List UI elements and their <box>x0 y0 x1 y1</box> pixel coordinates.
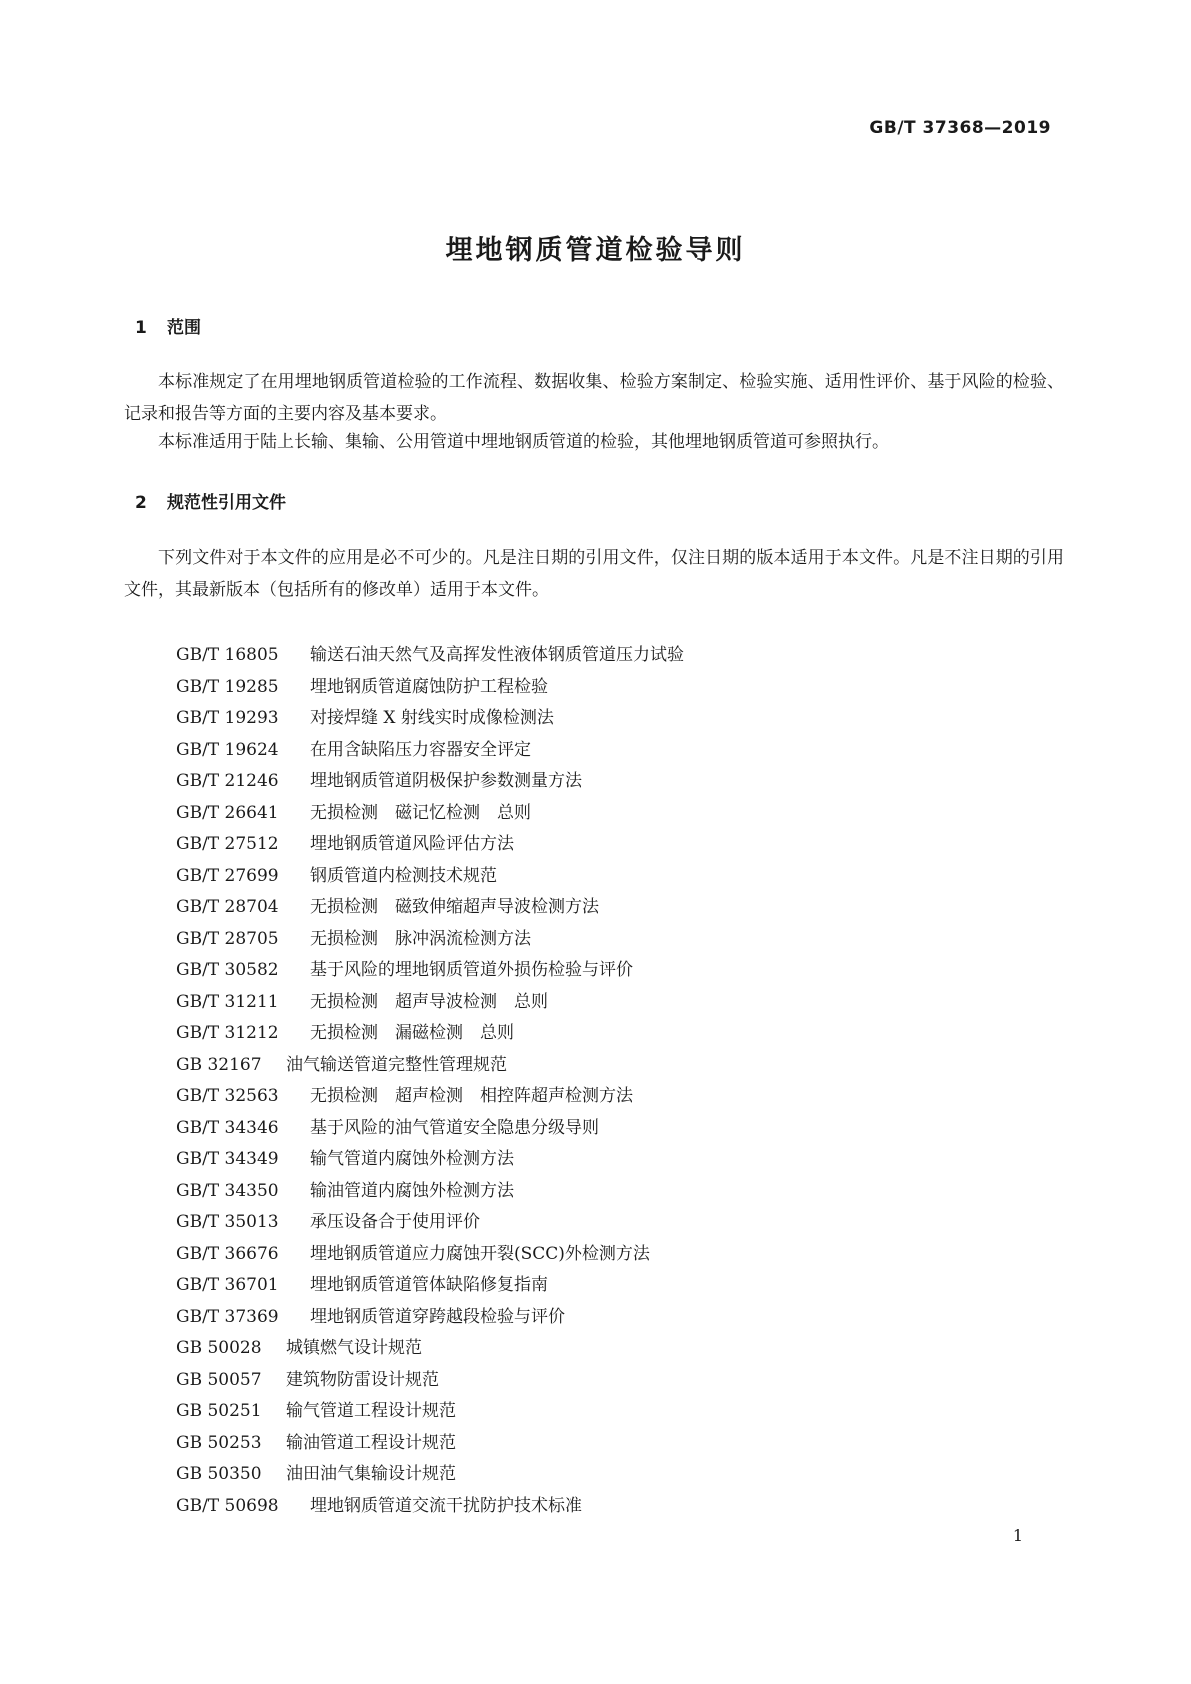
reference-item <box>176 766 684 798</box>
reference-code: GB/T 50698 <box>176 1495 279 1516</box>
reference-item <box>176 1113 684 1145</box>
section-number: 1 <box>135 318 147 338</box>
reference-code: GB/T 35013 <box>176 1212 279 1232</box>
reference-code: GB/T 28704 <box>176 897 279 917</box>
reference-item <box>176 1081 684 1113</box>
reference-code: GB/T 36676 <box>176 1243 279 1264</box>
reference-code: GB/T 28705 <box>176 928 279 949</box>
reference-code: GB/T 30582 <box>176 960 279 980</box>
reference-code: GB 50253 <box>176 1432 262 1453</box>
reference-code: GB/T 31212 <box>176 1023 279 1043</box>
reference-list <box>176 640 684 1522</box>
reference-item <box>176 1270 684 1302</box>
reference-item <box>176 1050 684 1082</box>
section-title: 规范性引用文件 <box>167 493 286 513</box>
reference-code: GB/T 21246 <box>176 771 279 791</box>
section-title: 范围 <box>167 318 201 338</box>
reference-item <box>176 1365 684 1397</box>
reference-code: GB/T 27699 <box>176 865 279 886</box>
reference-title: 基于风险的埋地钢质管道外损伤检验与评价 <box>310 960 633 980</box>
reference-item <box>176 829 684 861</box>
reference-title: 埋地钢质管道应力腐蚀开裂(SCC)外检测方法 <box>310 1243 650 1264</box>
document-title: 埋地钢质管道检验导则 <box>445 235 746 266</box>
reference-code: GB 50057 <box>176 1369 262 1390</box>
reference-code: GB/T 34346 <box>176 1117 279 1138</box>
section-2-heading <box>135 488 286 513</box>
reference-item <box>176 672 684 704</box>
reference-item <box>176 798 684 830</box>
reference-item <box>176 640 684 672</box>
reference-code: GB 50251 <box>176 1401 262 1421</box>
reference-title: 油气输送管道完整性管理规范 <box>286 1054 507 1075</box>
scope-paragraph-2: 本标准适用于陆上长输、集输、公用管道中埋地钢质管道的检验，其他埋地钢质管道可参照执行。 <box>158 432 889 452</box>
page-number: 1 <box>1012 1526 1023 1545</box>
reference-title: 无损检测 脉冲涡流检测方法 <box>310 928 531 949</box>
reference-item <box>176 1207 684 1239</box>
reference-code: GB/T 16805 <box>176 645 279 665</box>
reference-title: 埋地钢质管道阴极保护参数测量方法 <box>310 771 582 791</box>
reference-code: GB/T 27512 <box>176 834 279 854</box>
reference-item <box>176 987 684 1019</box>
reference-title: 埋地钢质管道管体缺陷修复指南 <box>310 1275 548 1295</box>
reference-code: GB/T 19285 <box>176 676 279 697</box>
reference-code: GB/T 36701 <box>176 1275 279 1295</box>
reference-code: GB/T 34349 <box>176 1149 279 1169</box>
reference-code: GB/T 37369 <box>176 1306 279 1327</box>
reference-code: GB 32167 <box>176 1054 262 1075</box>
reference-item <box>176 955 684 987</box>
reference-item <box>176 1302 684 1334</box>
normative-references-intro: 下列文件对于本文件的应用是必不可少的。凡是注日期的引用文件，仅注日期的版本适用于本文件。凡是不注日期的引用文件，其最新版本（包括所有的修改单）适用于本文件。 <box>124 548 1064 600</box>
reference-item <box>176 1176 684 1208</box>
reference-title: 对接焊缝 X 射线实时成像检测法 <box>310 708 554 728</box>
standard-code: GB/T 37368—2019 <box>869 118 1051 138</box>
reference-item <box>176 861 684 893</box>
reference-title: 埋地钢质管道腐蚀防护工程检验 <box>310 676 548 697</box>
reference-item <box>176 703 684 735</box>
reference-title: 埋地钢质管道交流干扰防护技术标准 <box>310 1495 582 1516</box>
reference-title: 无损检测 漏磁检测 总则 <box>310 1023 514 1043</box>
reference-title: 无损检测 磁记忆检测 总则 <box>310 802 531 823</box>
reference-title: 城镇燃气设计规范 <box>286 1338 422 1358</box>
reference-item <box>176 1144 684 1176</box>
reference-item <box>176 1396 684 1428</box>
reference-title: 建筑物防雷设计规范 <box>286 1369 439 1390</box>
reference-title: 埋地钢质管道穿跨越段检验与评价 <box>310 1306 565 1327</box>
reference-title: 基于风险的油气管道安全隐患分级导则 <box>310 1117 599 1138</box>
reference-title: 承压设备合于使用评价 <box>310 1212 480 1232</box>
reference-item <box>176 1491 684 1523</box>
reference-item <box>176 924 684 956</box>
section-1-heading <box>135 313 201 338</box>
reference-title: 输气管道内腐蚀外检测方法 <box>310 1149 514 1169</box>
reference-code: GB/T 19293 <box>176 708 279 728</box>
scope-paragraph-1: 本标准规定了在用埋地钢质管道检验的工作流程、数据收集、检验方案制定、检验实施、适用性评价、基于风险的检验、记录和报告等方面的主要内容及基本要求。 <box>124 372 1064 424</box>
reference-code: GB/T 19624 <box>176 739 279 760</box>
reference-title: 埋地钢质管道风险评估方法 <box>310 834 514 854</box>
reference-code: GB/T 26641 <box>176 802 279 823</box>
reference-item <box>176 1459 684 1491</box>
reference-title: 输气管道工程设计规范 <box>286 1401 456 1421</box>
reference-code: GB/T 31211 <box>176 991 279 1012</box>
reference-item <box>176 1239 684 1271</box>
reference-title: 输送石油天然气及高挥发性液体钢质管道压力试验 <box>310 645 684 665</box>
reference-code: GB 50028 <box>176 1338 262 1358</box>
reference-item <box>176 1428 684 1460</box>
reference-code: GB/T 34350 <box>176 1180 279 1201</box>
reference-code: GB/T 32563 <box>176 1086 279 1106</box>
reference-title: 无损检测 磁致伸缩超声导波检测方法 <box>310 897 599 917</box>
reference-title: 输油管道内腐蚀外检测方法 <box>310 1180 514 1201</box>
reference-title: 在用含缺陷压力容器安全评定 <box>310 739 531 760</box>
reference-item <box>176 892 684 924</box>
reference-item <box>176 1018 684 1050</box>
reference-code: GB 50350 <box>176 1464 262 1484</box>
reference-title: 输油管道工程设计规范 <box>286 1432 456 1453</box>
reference-title: 无损检测 超声检测 相控阵超声检测方法 <box>310 1086 633 1106</box>
reference-item <box>176 1333 684 1365</box>
reference-item <box>176 735 684 767</box>
reference-title: 油田油气集输设计规范 <box>286 1464 456 1484</box>
reference-title: 钢质管道内检测技术规范 <box>310 865 497 886</box>
section-number: 2 <box>135 493 147 513</box>
reference-title: 无损检测 超声导波检测 总则 <box>310 991 548 1012</box>
